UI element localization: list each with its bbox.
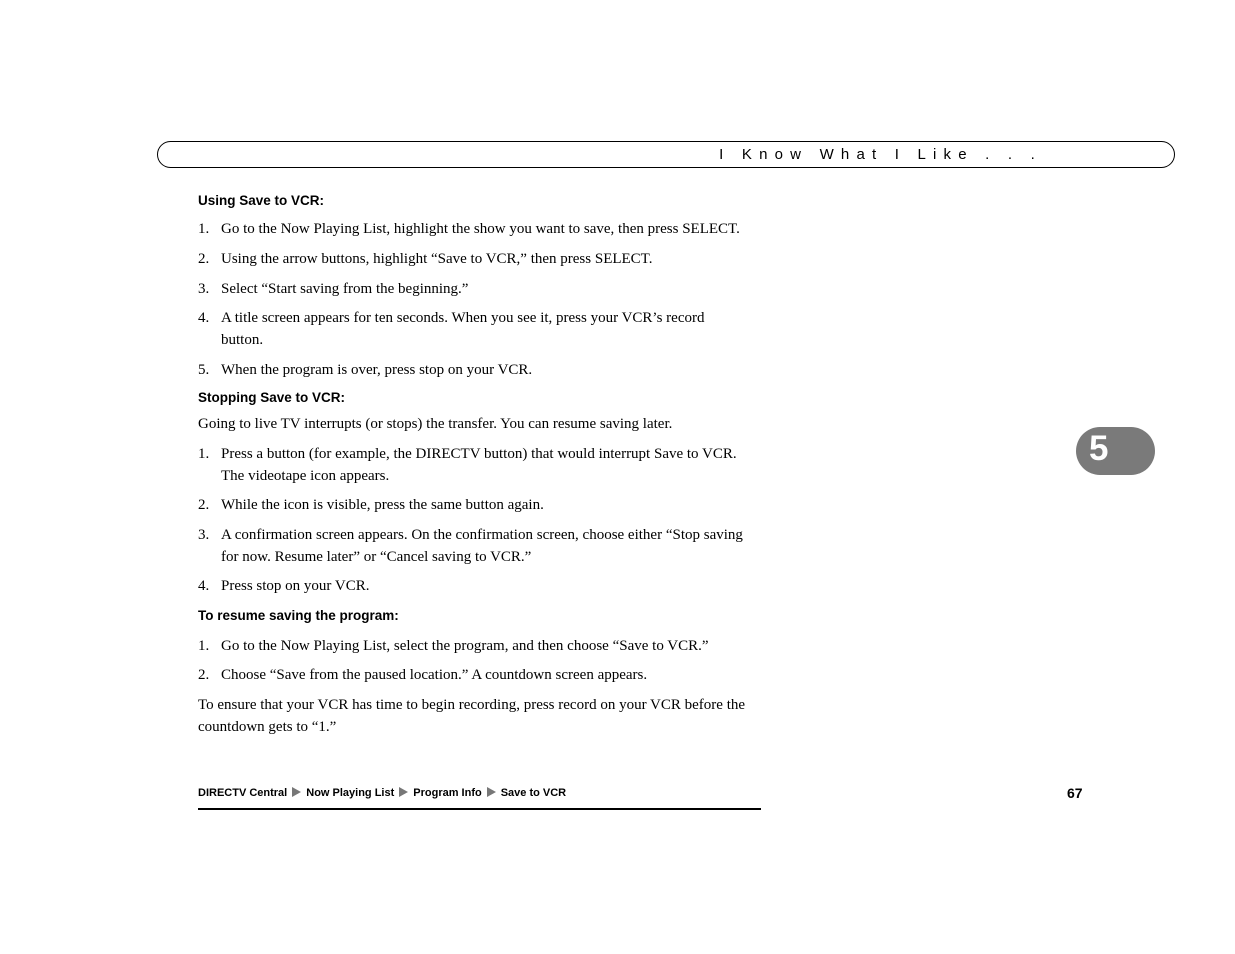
triangle-separator-icon [399,787,408,797]
step-number: 4. [198,578,210,594]
step-text: Choose “Save from the paused location.” A countdown screen appears. [221,667,648,683]
heading-resume-saving: To resume saving the program: [198,608,399,623]
list-item [198,524,763,568]
breadcrumb [198,787,566,799]
stopping-intro: Going to live TV interrupts (or stops) the transfer. You can resume saving later. [198,416,673,432]
breadcrumb-item: DIRECTV Central [198,787,288,799]
step-text: A confirmation screen appears. On the confirmation screen, choose either “Stop saving for now. Resume later” or “Cancel saving to VCR.” [221,527,743,565]
breadcrumb-item: Now Playing List [306,787,395,799]
step-text: Press stop on your VCR. [221,578,370,594]
step-text: When the program is over, press stop on your VCR. [221,362,533,378]
step-text: A title screen appears for ten seconds. When you see it, press your VCR’s record button. [221,310,705,348]
step-text: Go to the Now Playing List, highlight the show you want to save, then press SELECT. [221,221,740,237]
list-item [198,278,763,300]
list-item [198,443,763,487]
resume-note: To ensure that your VCR has time to begin recording, press record on your VCR before the countdown gets to “1.” [198,697,746,735]
step-text: Press a button (for example, the DIRECTV button) that would interrupt Save to VCR. The videotape icon appears. [221,446,737,484]
step-number: 5. [198,362,210,378]
step-number: 1. [198,221,210,237]
list-item [198,359,763,381]
list-item [198,664,763,686]
chapter-number: 5 [1089,429,1109,468]
breadcrumb-item: Save to VCR [500,787,567,799]
step-text: Using the arrow buttons, highlight “Save to VCR,” then press SELECT. [221,251,653,267]
step-text: Select “Start saving from the beginning.” [221,281,469,297]
triangle-separator-icon [487,787,496,797]
heading-stopping-save: Stopping Save to VCR: [198,390,346,405]
chapter-tab [1076,427,1155,475]
list-item [198,575,763,597]
chapter-title: I Know What I Like . . . [719,146,1042,163]
chapter-header-bar [157,141,1175,168]
list-item [198,218,763,240]
list-item [198,307,763,351]
step-text: While the icon is visible, press the same button again. [221,497,544,513]
list-item [198,248,763,270]
step-text: Go to the Now Playing List, select the program, and then choose “Save to VCR.” [221,638,709,654]
step-number: 2. [198,251,210,267]
step-number: 1. [198,638,210,654]
heading-using-save: Using Save to VCR: [198,193,325,208]
step-number: 2. [198,667,210,683]
step-number: 1. [198,446,210,462]
triangle-separator-icon [292,787,301,797]
breadcrumb-item: Program Info [413,787,482,799]
step-number: 2. [198,497,210,513]
page-number: 67 [1067,785,1083,801]
step-number: 3. [198,281,210,297]
step-number: 3. [198,527,210,543]
footer-divider [198,808,761,810]
list-item [198,494,763,516]
list-item [198,635,763,657]
step-number: 4. [198,310,210,326]
